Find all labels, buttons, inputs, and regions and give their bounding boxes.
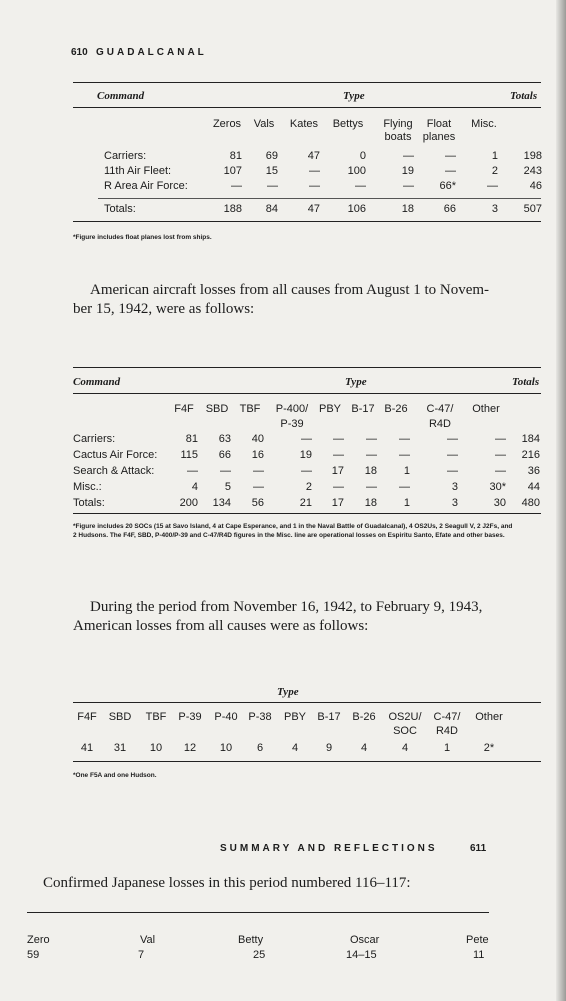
table4-col-header: Oscar bbox=[350, 934, 380, 946]
table1-cell: 66* bbox=[439, 180, 456, 192]
table4-cell: 14–15 bbox=[346, 949, 377, 961]
table1-cell: — bbox=[309, 165, 320, 177]
table2-col-header: Other bbox=[472, 403, 500, 415]
table1-cell: — bbox=[267, 180, 278, 192]
paragraph-1 bbox=[73, 281, 518, 319]
table3-cell: 4 bbox=[401, 742, 409, 754]
table2-cell: 44 bbox=[527, 481, 540, 493]
table2-cell: 30 bbox=[493, 497, 506, 509]
table1-row-label: R Area Air Force: bbox=[104, 180, 188, 192]
table3-col-header: OS2U/ bbox=[388, 711, 422, 723]
table3-col-header-line2: SOC bbox=[393, 725, 417, 737]
table2-col-header: B-26 bbox=[384, 403, 408, 415]
table1-cell: 69 bbox=[265, 150, 278, 162]
table2-top-rule bbox=[73, 367, 541, 368]
table3-bottom-rule bbox=[73, 761, 541, 762]
table1-cell: 18 bbox=[401, 203, 414, 215]
table2-cell: 134 bbox=[212, 497, 231, 509]
table2-cell: 4 bbox=[191, 481, 198, 493]
table1-footnote: *Figure includes float planes lost from ships. bbox=[73, 234, 212, 241]
table1-row-label: Totals: bbox=[104, 203, 136, 215]
table2-cell: 200 bbox=[179, 497, 198, 509]
table2-cell: — bbox=[447, 433, 458, 445]
table1-command-caption: Command bbox=[97, 90, 145, 102]
table3-col-header: P-38 bbox=[248, 711, 272, 723]
table1-col-header-line2: planes bbox=[422, 131, 456, 143]
running-title-left: GUADALCANAL bbox=[96, 47, 207, 58]
table2-totals-caption: Totals bbox=[512, 376, 540, 388]
paragraph-1-line-2: ber 15, 1942, were as follows: bbox=[73, 301, 255, 317]
table2-bottom-rule bbox=[73, 513, 541, 514]
table1-cell: 2 bbox=[491, 165, 498, 177]
table4-cell: 7 bbox=[138, 949, 145, 961]
table2-cell: 5 bbox=[224, 481, 231, 493]
table2-cell: — bbox=[366, 481, 377, 493]
page-number-right: 611 bbox=[470, 843, 487, 854]
table2-col-header-line2: P-39 bbox=[280, 418, 304, 430]
table1-cell: 46 bbox=[529, 180, 542, 192]
table2-cell: — bbox=[333, 433, 344, 445]
table3-type-caption: Type bbox=[277, 686, 299, 698]
table3-cell: 31 bbox=[113, 742, 127, 754]
table2-cell: 30* bbox=[489, 481, 506, 493]
table3-footnote: *One F5A and one Hudson. bbox=[73, 772, 157, 779]
table2-cell: 21 bbox=[299, 497, 312, 509]
table2-cell: — bbox=[187, 465, 198, 477]
table2-cell: 40 bbox=[251, 433, 264, 445]
table1-header-rule bbox=[73, 107, 541, 108]
table1-type-caption: Type bbox=[343, 90, 365, 102]
page-number-left: 610 bbox=[71, 47, 88, 58]
table2-cell: — bbox=[333, 481, 344, 493]
table2-cell: — bbox=[399, 481, 410, 493]
table2-footnote-line-2: 2 Hudsons. The F4F, SBD, P-400/P-39 and C-47/R4D figures in the Misc. line are operational losses on Espiritu Santo, Efate and other bases. bbox=[73, 532, 505, 539]
running-title-right: SUMMARY AND REFLECTIONS bbox=[220, 843, 438, 854]
table2-cell: — bbox=[447, 465, 458, 477]
table3-col-header: TBF bbox=[145, 711, 167, 723]
table3-cell: 1 bbox=[443, 742, 451, 754]
table1-cell: 3 bbox=[491, 203, 498, 215]
table1-bottom-rule bbox=[73, 221, 541, 222]
table2-footnote bbox=[73, 522, 512, 540]
table3-header-rule bbox=[73, 702, 541, 703]
table1-cell: 66 bbox=[443, 203, 456, 215]
table2-cell: — bbox=[333, 449, 344, 461]
table1-row-label: 11th Air Fleet: bbox=[104, 165, 172, 177]
table2-cell: — bbox=[301, 465, 312, 477]
table1-cell: 107 bbox=[223, 165, 242, 177]
table2-cell: 81 bbox=[185, 433, 198, 445]
table3-col-header-line2: R4D bbox=[435, 725, 458, 737]
table2-cell: — bbox=[366, 433, 377, 445]
table1-totals-rule bbox=[98, 198, 541, 199]
table2-col-header: PBY bbox=[318, 403, 341, 415]
table3-cell: 12 bbox=[183, 742, 197, 754]
table2-cell: — bbox=[253, 481, 264, 493]
table1-cell: 243 bbox=[523, 165, 542, 177]
table3-cell: 2* bbox=[483, 742, 495, 754]
table4-top-rule bbox=[27, 912, 489, 913]
table1-cell: 1 bbox=[491, 150, 498, 162]
table3-cell: 4 bbox=[291, 742, 299, 754]
table2-cell: 18 bbox=[364, 465, 377, 477]
table2-cell: 18 bbox=[364, 497, 377, 509]
table1-cell: 47 bbox=[307, 203, 320, 215]
table2-col-header: C-47/ bbox=[426, 403, 454, 415]
table2-header-rule bbox=[73, 393, 541, 394]
table4-col-header: Betty bbox=[238, 934, 264, 946]
table3-col-header: P-40 bbox=[214, 711, 238, 723]
table1-cell: 84 bbox=[265, 203, 278, 215]
table2-row-label: Misc.: bbox=[73, 481, 102, 493]
table2-cell: 2 bbox=[305, 481, 312, 493]
table2-cell: — bbox=[495, 465, 506, 477]
table2-type-caption: Type bbox=[345, 376, 367, 388]
table2-command-caption: Command bbox=[73, 376, 121, 388]
table1-cell: — bbox=[355, 180, 366, 192]
table3-cell: 10 bbox=[149, 742, 163, 754]
paragraph-2 bbox=[73, 598, 523, 636]
table1-cell: — bbox=[231, 180, 242, 192]
table2-cell: — bbox=[220, 465, 231, 477]
table1-col-header: Kates bbox=[289, 118, 319, 130]
table1-cell: — bbox=[403, 180, 414, 192]
table2-col-header-line2: R4D bbox=[428, 418, 451, 430]
table4-col-header: Zero bbox=[27, 934, 50, 946]
table2-cell: 3 bbox=[451, 497, 458, 509]
table4-cell: 25 bbox=[253, 949, 266, 961]
table2-cell: 63 bbox=[218, 433, 231, 445]
table1-cell: — bbox=[309, 180, 320, 192]
table4-cell: 59 bbox=[27, 949, 40, 961]
table2-col-header: SBD bbox=[205, 403, 229, 415]
paragraph-3: Confirmed Japanese losses in this period numbered 116–117: bbox=[43, 875, 411, 891]
paragraph-2-line-2: American losses from all causes were as follows: bbox=[73, 618, 369, 634]
table2-cell: 115 bbox=[180, 449, 198, 461]
table3-cell: 4 bbox=[360, 742, 368, 754]
table1-cell: — bbox=[487, 180, 498, 192]
table1-cell: 47 bbox=[307, 150, 320, 162]
table2-cell: — bbox=[301, 433, 312, 445]
table3-col-header: B-17 bbox=[317, 711, 341, 723]
table4-cell: 11 bbox=[473, 949, 485, 961]
paragraph-1-line-1: American aircraft losses from all causes from August 1 to Novem- bbox=[90, 282, 490, 298]
table1-cell: — bbox=[445, 150, 456, 162]
table1-cell: 106 bbox=[347, 203, 366, 215]
table2-cell: — bbox=[366, 449, 377, 461]
table1-cell: 198 bbox=[523, 150, 542, 162]
table3-col-header: C-47/ bbox=[433, 711, 461, 723]
table2-footnote-line-1: *Figure includes 20 SOCs (15 at Savo Island, 4 at Cape Esperance, and 1 in the Naval Battle of Guadalcanal), 4 OS2Us, 2 Seagull V, 2 J2Fs, and bbox=[73, 523, 513, 530]
table1-row-label: Carriers: bbox=[104, 150, 147, 162]
page-edge-shadow bbox=[556, 0, 566, 1001]
table2-cell: 1 bbox=[403, 497, 410, 509]
table1-cell: 81 bbox=[229, 150, 242, 162]
table3-cell: 10 bbox=[219, 742, 233, 754]
table2-row-label: Totals: bbox=[73, 497, 105, 509]
table4-col-header: Pete bbox=[466, 934, 489, 946]
table2-row-label: Cactus Air Force: bbox=[73, 449, 158, 461]
table3-cell: 9 bbox=[325, 742, 333, 754]
table2-cell: 16 bbox=[251, 449, 264, 461]
table2-cell: — bbox=[253, 465, 264, 477]
table2-cell: — bbox=[447, 449, 458, 461]
table3-col-header: SBD bbox=[108, 711, 132, 723]
table3-col-header: F4F bbox=[77, 711, 97, 723]
table3-col-header: B-26 bbox=[352, 711, 376, 723]
table1-cell: 188 bbox=[223, 203, 242, 215]
table2-cell: 480 bbox=[521, 497, 540, 509]
table1-col-header: Flying bbox=[383, 118, 413, 130]
table3-col-header: P-39 bbox=[178, 711, 202, 723]
table2-cell: 1 bbox=[403, 465, 410, 477]
table2-col-header: F4F bbox=[174, 403, 194, 415]
table2-cell: 216 bbox=[521, 449, 540, 461]
table2-cell: 3 bbox=[451, 481, 458, 493]
table2-cell: — bbox=[495, 449, 506, 461]
table1-cell: 0 bbox=[359, 150, 366, 162]
table2-cell: 19 bbox=[299, 449, 312, 461]
table3-col-header: PBY bbox=[283, 711, 306, 723]
table2-col-header: TBF bbox=[239, 403, 261, 415]
table1-col-header-line2: boats bbox=[384, 131, 412, 143]
table1-cell: 507 bbox=[523, 203, 542, 215]
table1-col-header: Bettys bbox=[332, 118, 364, 130]
table1-top-rule bbox=[73, 82, 541, 83]
table3-cell: 6 bbox=[256, 742, 264, 754]
table1-cell: 100 bbox=[347, 165, 366, 177]
table2-cell: 56 bbox=[251, 497, 264, 509]
table1-col-header: Vals bbox=[253, 118, 275, 130]
table2-cell: 66 bbox=[218, 449, 231, 461]
paragraph-2-line-1: During the period from November 16, 1942, to February 9, 1943, bbox=[90, 599, 483, 615]
table2-cell: 36 bbox=[527, 465, 540, 477]
table2-cell: 184 bbox=[521, 433, 540, 445]
table2-row-label: Carriers: bbox=[73, 433, 116, 445]
table2-cell: — bbox=[399, 449, 410, 461]
table1-col-header: Zeros bbox=[212, 118, 242, 130]
table2-cell: 17 bbox=[331, 497, 344, 509]
table1-cell: — bbox=[445, 165, 456, 177]
table1-col-header: Misc. bbox=[471, 118, 497, 130]
table3-cell: 41 bbox=[80, 742, 94, 754]
table2-cell: — bbox=[399, 433, 410, 445]
table4-col-header: Val bbox=[140, 934, 156, 946]
table1-cell: 15 bbox=[265, 165, 278, 177]
table2-cell: 17 bbox=[331, 465, 344, 477]
table2-col-header: P-400/ bbox=[275, 403, 309, 415]
table2-cell: — bbox=[495, 433, 506, 445]
table1-cell: 19 bbox=[401, 165, 414, 177]
table3-col-header: Other bbox=[475, 711, 503, 723]
table2-row-label: Search & Attack: bbox=[73, 465, 155, 477]
table1-totals-caption: Totals bbox=[510, 90, 538, 102]
table2-col-header: B-17 bbox=[351, 403, 375, 415]
table1-cell: — bbox=[403, 150, 414, 162]
table1-col-header: Float bbox=[426, 118, 452, 130]
